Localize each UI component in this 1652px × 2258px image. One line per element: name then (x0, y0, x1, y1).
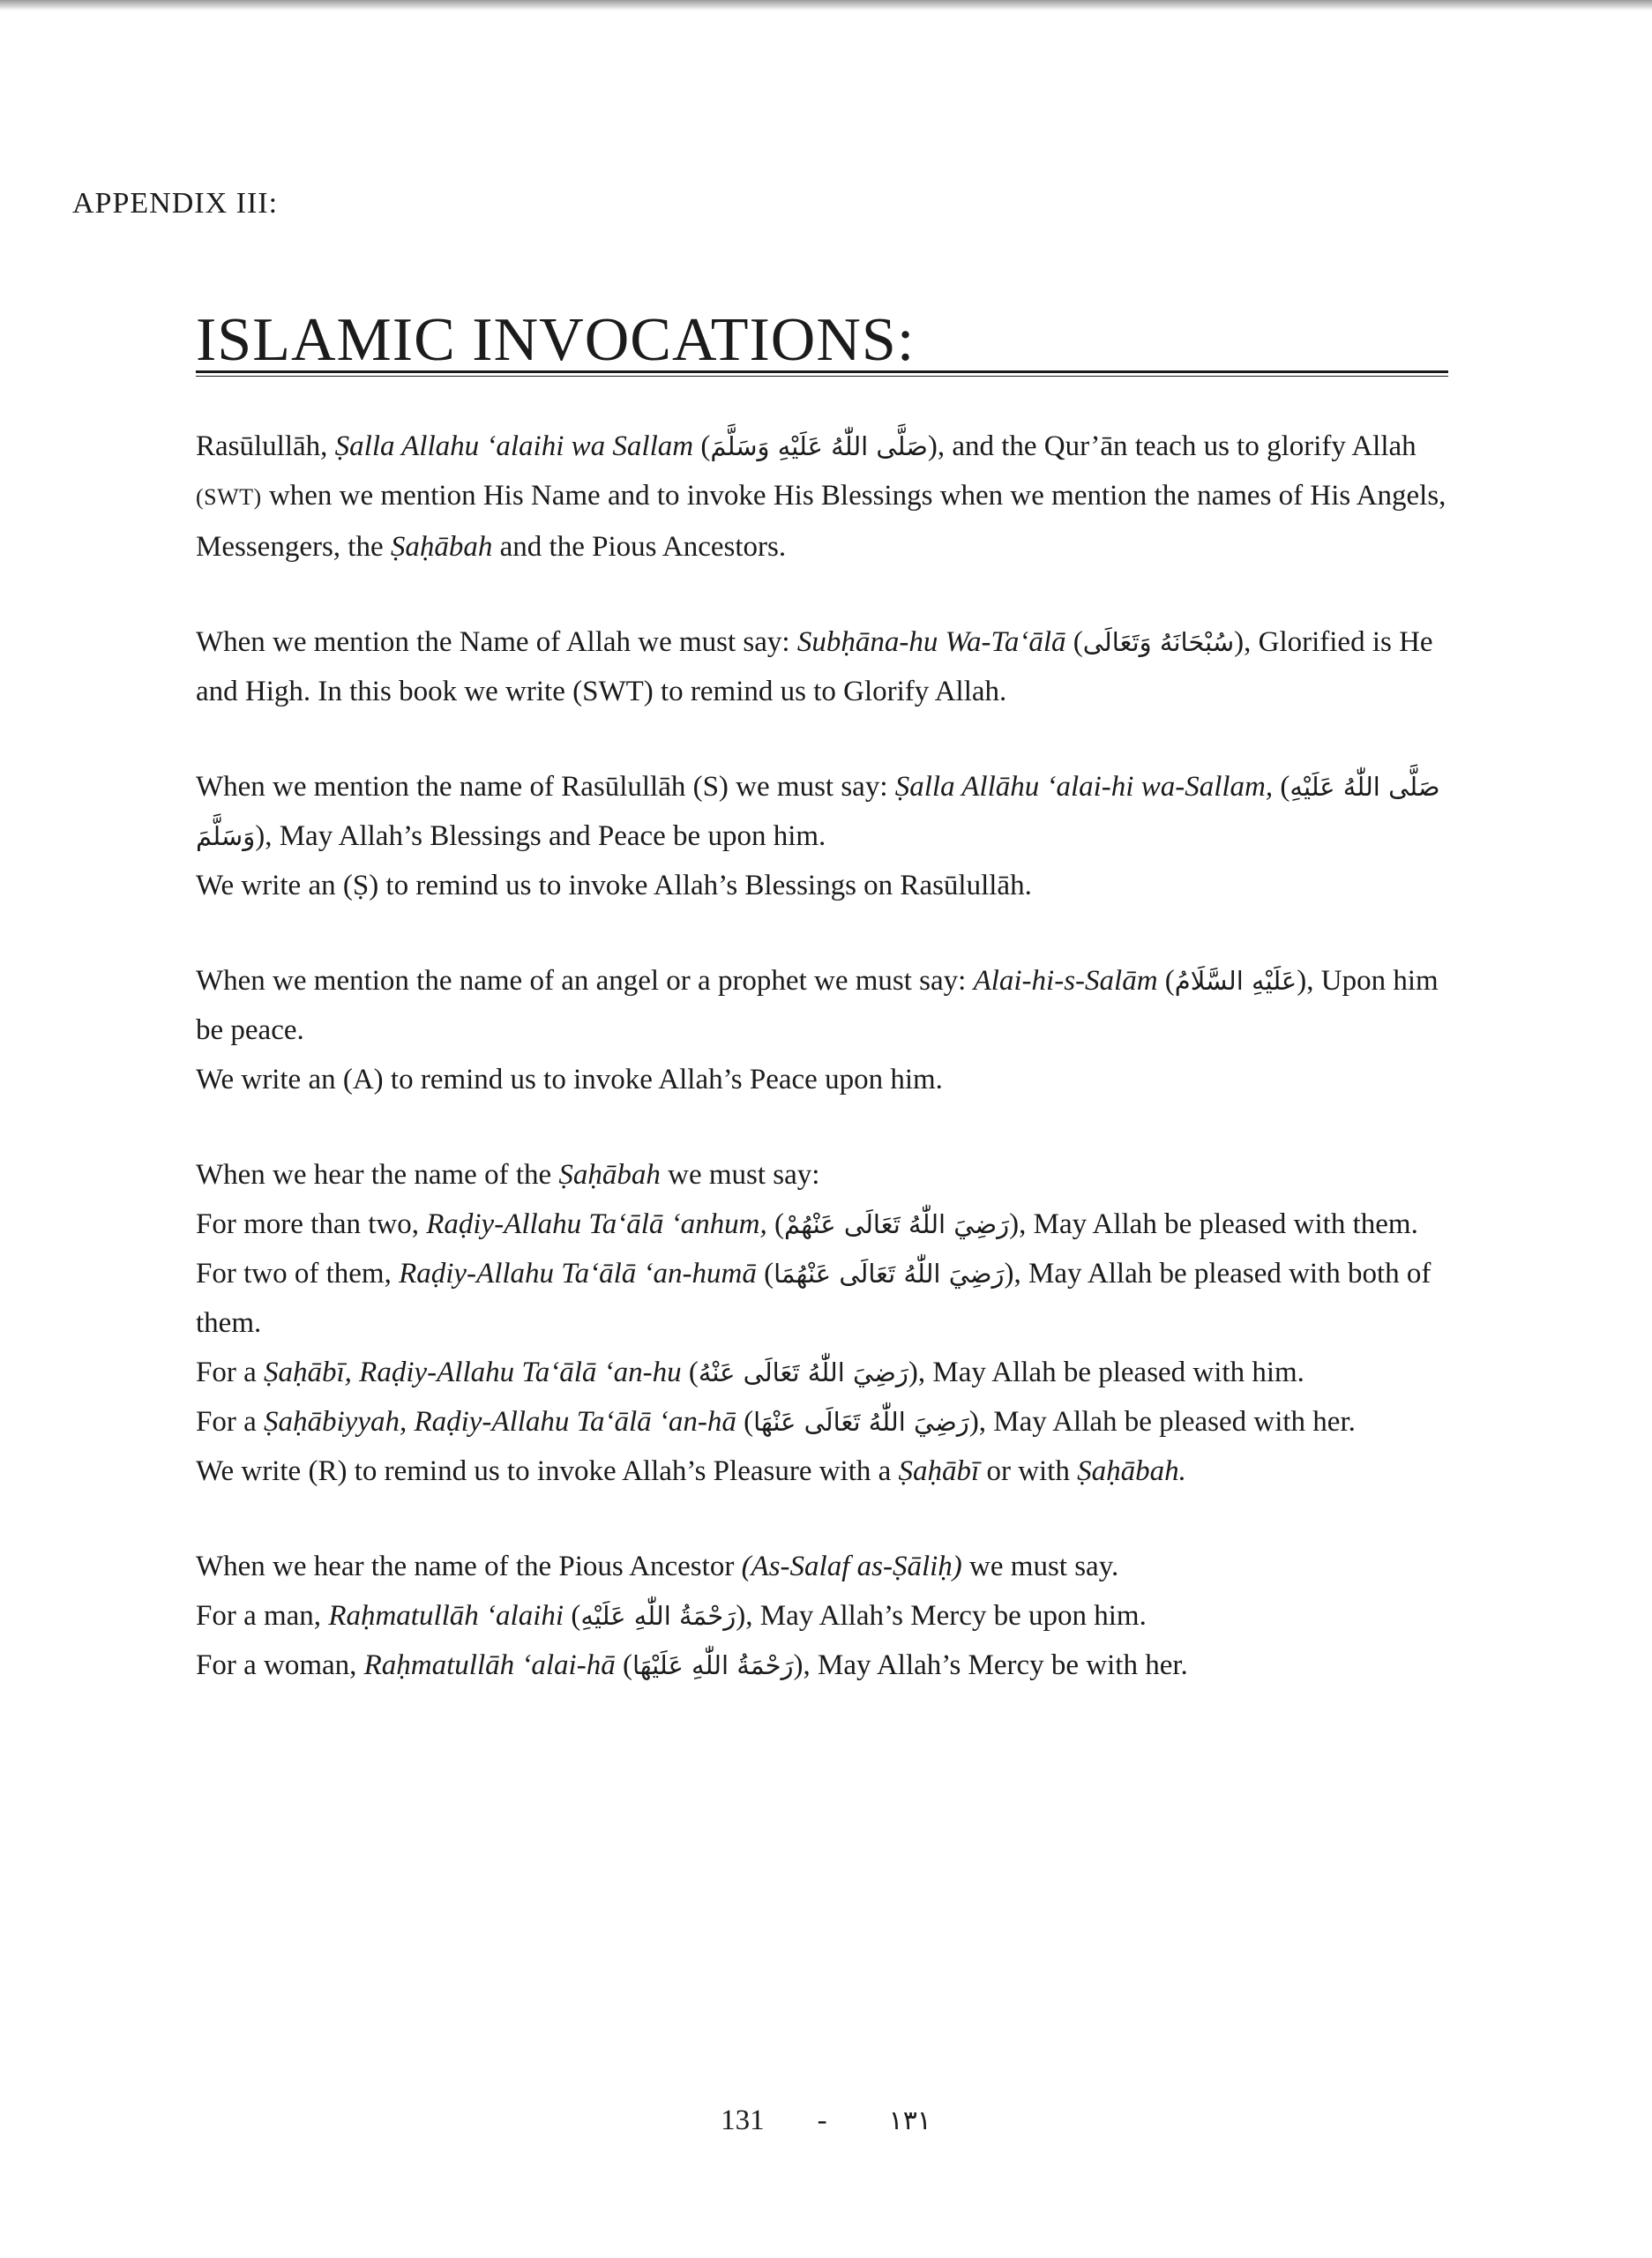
arabic-anhu: رَضِيَ اللّٰهُ تَعَالَى عَنْهُ (698, 1357, 908, 1387)
page-number: 131 (721, 2105, 765, 2136)
sahabah-italic: Raḍiy-Allahu Ta‘ālā ‘an-humā (399, 1258, 757, 1290)
intro-text: and the Pious Ancestors. (492, 531, 787, 563)
sahabah-many (196, 1200, 1457, 1249)
allah-italic: Subḥāna-hu Wa-Ta‘ālā (796, 626, 1066, 658)
sahabah-intro (196, 1150, 1457, 1200)
ancestor-italic: (As-Salaf as-Ṣāliḥ) (741, 1551, 962, 1582)
ancestor-intro (196, 1542, 1457, 1591)
angel-text: ( (1157, 965, 1175, 997)
sahabah-text: ), May Allah be pleased with her. (968, 1406, 1356, 1438)
sahabah-text (352, 1357, 359, 1388)
sahabah-text: We write (R) to remind us to invoke Allah’s Pleasure with a (196, 1455, 899, 1487)
prophet-note: We write an (Ṣ) to remind us to invoke Allah’s Blessings on Rasūlullāh. (196, 870, 1032, 901)
sahabah-text: ( (736, 1406, 754, 1438)
swt-abbrev: (SWT) (196, 484, 262, 510)
appendix-label: APPENDIX III: (72, 187, 279, 220)
ancestor-italic: Raḥmatullāh ‘alai-hā (363, 1649, 616, 1681)
sahabah-text: ( (756, 1258, 774, 1290)
prophet-line (196, 762, 1457, 861)
prophet-paragraph (196, 762, 1457, 910)
sahabah-male (196, 1348, 1457, 1397)
ancestor-text: For a man, (196, 1600, 329, 1632)
sahabah-text: we must say: (660, 1159, 820, 1191)
ancestor-woman (196, 1641, 1457, 1690)
title-block (196, 305, 1448, 377)
sahabah-text: For a (196, 1406, 264, 1438)
arabic-rahmatullah-alaihi: رَحْمَةُ اللّٰهِ عَلَيْهِ (580, 1601, 736, 1631)
arabic-rahmatullah-alaiha: رَحْمَةُ اللّٰهِ عَلَيْهَا (632, 1650, 794, 1680)
angel-text: When we mention the name of an angel or a prophet we must say: (196, 965, 974, 997)
sahabah-text: When we hear the name of the (196, 1159, 559, 1191)
sahabah-italic: Ṣaḥābah (558, 1159, 661, 1191)
arabic-anha: رَضِيَ اللّٰهُ تَعَالَى عَنْهَا (753, 1407, 969, 1437)
sahabah-italic: Ṣaḥābiyyah, Raḍiy-Allahu Ta‘ālā ‘an-hā (264, 1406, 736, 1438)
sahabah-italic: Ṣaḥābah. (1077, 1455, 1186, 1487)
arabic-subhanahu: سُبْحَانَهُ وَتَعَالَى (1082, 627, 1235, 657)
prophet-text: ), May Allah’s Blessings and Peace be upon him. (255, 820, 826, 852)
intro-text: Rasūlullāh, (196, 430, 335, 462)
sahabah-note (196, 1447, 1457, 1496)
page-title: ISLAMIC INVOCATIONS: (196, 306, 916, 374)
ancestor-text: ( (564, 1600, 581, 1632)
intro-text: ( (693, 430, 711, 462)
allah-paragraph (196, 617, 1457, 716)
sahabah-text: or with (979, 1455, 1078, 1487)
sahabah-text: ( (681, 1357, 699, 1388)
arabic-salawat: صَلَّى اللّٰهُ عَلَيْهِ وَسَلَّمَ (710, 431, 928, 461)
sahabah-text: ), May Allah be pleased with him. (908, 1357, 1304, 1388)
arabic-anhuma: رَضِيَ اللّٰهُ تَعَالَى عَنْهُمَا (774, 1259, 1005, 1289)
sahabah-italic: Ṣaḥābī (898, 1455, 980, 1487)
sahabah-two (196, 1249, 1457, 1348)
ancestor-text: ), May Allah’s Mercy be with her. (793, 1649, 1188, 1681)
angel-paragraph (196, 956, 1457, 1104)
allah-text: ), Glorified is He and High. In this book we write (SWT) to remind us to Glorify Allah. (196, 626, 1433, 707)
ancestor-text: ( (615, 1649, 632, 1681)
ancestor-text: For a woman, (196, 1649, 364, 1681)
angel-line (196, 956, 1457, 1055)
intro-paragraph (196, 422, 1457, 572)
sahabah-paragraph (196, 1150, 1457, 1496)
arabic-anhum: رَضِيَ اللّٰهُ تَعَالَى عَنْهُمْ (783, 1209, 1010, 1239)
prophet-italic: Ṣalla Allāhu ‘alai-hi wa-Sallam, (894, 771, 1274, 803)
ancestor-paragraph (196, 1542, 1457, 1690)
ancestor-italic: Raḥmatullāh ‘alaihi (328, 1600, 564, 1632)
prophet-text: When we mention the name of Rasūlullāh (S) we must say: (196, 771, 895, 803)
angel-italic: Alai-hi-s-Salām (973, 965, 1158, 997)
sahabah-text: ( (766, 1208, 784, 1240)
body-text (196, 422, 1457, 1690)
intro-italic: Ṣalla Allahu ‘alaihi wa Sallam (334, 430, 694, 462)
sahabah-text: For more than two, (196, 1208, 427, 1240)
sahabah-text: For a (196, 1357, 264, 1388)
page-footer (0, 2105, 1652, 2137)
angel-text: ), Upon him be peace. (196, 965, 1439, 1046)
arabic-salawat: صَلَّى اللّٰهُ عَلَيْهِ وَسَلَّمَ (196, 772, 1440, 851)
intro-italic: Ṣaḥābah (390, 531, 493, 563)
intro-text: when we mention His Name and to invoke His Blessings when we mention the names of His Angels, Messengers, the (196, 480, 1446, 563)
page-number-arabic: ١٣١ (888, 2105, 931, 2136)
prophet-text: ( (1273, 771, 1290, 803)
sahabah-text: ), May Allah be pleased with them. (1009, 1208, 1418, 1240)
ancestor-text: When we hear the name of the Pious Ancestor (196, 1551, 742, 1582)
ancestor-text: ), May Allah’s Mercy be upon him. (736, 1600, 1147, 1632)
arabic-alaihissalam: عَلَيْهِ السَّلَامُ (1174, 966, 1297, 996)
ancestor-text: we must say. (961, 1551, 1119, 1582)
sahabah-female (196, 1397, 1457, 1447)
sahabah-italic: Raḍiy-Allahu Ta‘ālā ‘anhum, (426, 1208, 767, 1240)
allah-text: When we mention the Name of Allah we must say: (196, 626, 797, 658)
page-number-separator: - (817, 2105, 827, 2136)
intro-text: ), and the Qur’ān teach us to glorify Allah (927, 430, 1417, 462)
sahabah-italic: Ṣaḥābī, (264, 1357, 352, 1388)
angel-note: We write an (A) to remind us to invoke Allah’s Peace upon him. (196, 1064, 943, 1095)
ancestor-man (196, 1591, 1457, 1641)
sahabah-text: For two of them, (196, 1258, 400, 1290)
allah-text: ( (1065, 626, 1083, 658)
sahabah-italic: Raḍiy-Allahu Ta‘ālā ‘an-hu (359, 1357, 682, 1388)
sahabah-text: ), May Allah be pleased with both of them. (196, 1258, 1431, 1339)
